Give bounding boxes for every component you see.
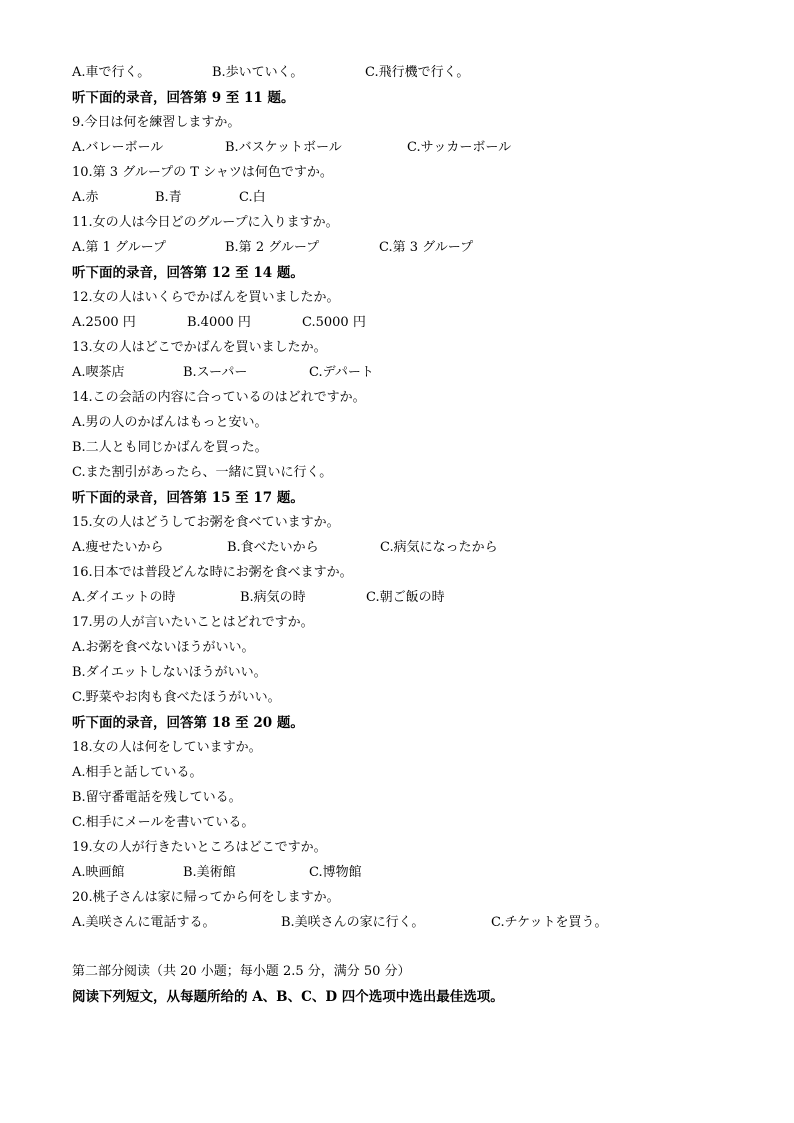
question-13: 13.女の人はどこでかばんを買いましたか。 bbox=[72, 340, 327, 355]
q14-option-a: A.男の人のかばんはもっと安い。 bbox=[72, 415, 268, 430]
q19-option-c: C.博物館 bbox=[309, 865, 362, 880]
q20-option-c: C.チケットを買う。 bbox=[491, 915, 608, 930]
q13-option-c: C.デパート bbox=[309, 365, 374, 380]
q8-option-b: B.歩いていく。 bbox=[212, 65, 304, 80]
section-heading-9-11: 听下面的录音，回答第 9 至 11 题。 bbox=[72, 90, 295, 106]
q10-option-c: C.白 bbox=[239, 190, 266, 205]
q8-option-c: C.飛行機で行く。 bbox=[365, 65, 470, 80]
q16-option-c: C.朝ご飯の時 bbox=[366, 590, 445, 605]
q11-option-b: B.第 2 グループ bbox=[225, 240, 320, 255]
q11-option-c: C.第 3 グループ bbox=[379, 240, 474, 255]
q17-option-c: C.野菜やお肉も食べたほうがいい。 bbox=[72, 690, 281, 705]
q15-option-b: B.食べたいから bbox=[227, 540, 319, 555]
q19-option-a: A.映画館 bbox=[72, 865, 125, 880]
q20-option-b: B.美咲さんの家に行く。 bbox=[281, 915, 425, 930]
q17-option-b: B.ダイエットしないほうがいい。 bbox=[72, 665, 267, 680]
question-12: 12.女の人はいくらでかばんを買いましたか。 bbox=[72, 290, 340, 305]
q19-option-b: B.美術館 bbox=[183, 865, 236, 880]
q18-option-a: A.相手と話している。 bbox=[72, 765, 203, 780]
question-11: 11.女の人は今日どのグループに入りますか。 bbox=[72, 215, 339, 230]
q16-option-a: A.ダイエットの時 bbox=[72, 590, 176, 605]
question-19: 19.女の人が行きたいところはどこですか。 bbox=[72, 840, 327, 855]
section-heading-15-17: 听下面的录音，回答第 15 至 17 题。 bbox=[72, 490, 304, 506]
section-heading-18-20: 听下面的录音，回答第 18 至 20 题。 bbox=[72, 715, 304, 731]
question-9: 9.今日は何を練習しますか。 bbox=[72, 115, 241, 130]
question-15: 15.女の人はどうしてお粥を食べていますか。 bbox=[72, 515, 340, 530]
q10-option-a: A.赤 bbox=[72, 190, 99, 205]
q16-option-b: B.病気の時 bbox=[240, 590, 306, 605]
q13-option-b: B.スーパー bbox=[183, 365, 248, 380]
part2-instruction: 阅读下列短文，从每题所给的 A、B、C、D 四个选项中选出最佳选项。 bbox=[72, 989, 504, 1005]
q12-option-b: B.4000 円 bbox=[187, 315, 251, 330]
section-heading-12-14: 听下面的录音，回答第 12 至 14 题。 bbox=[72, 265, 304, 281]
q15-option-c: C.病気になったから bbox=[380, 540, 498, 555]
q14-option-b: B.二人とも同じかばんを買った。 bbox=[72, 440, 268, 455]
q15-option-a: A.痩せたいから bbox=[72, 540, 164, 555]
q8-option-a: A.車で行く。 bbox=[72, 65, 151, 80]
question-17: 17.男の人が言いたいことはどれですか。 bbox=[72, 615, 314, 630]
question-16: 16.日本では普段どんな時にお粥を食べますか。 bbox=[72, 565, 353, 580]
q20-option-a: A.美咲さんに電話する。 bbox=[72, 915, 216, 930]
q9-option-c: C.サッカーボール bbox=[407, 140, 512, 155]
q12-option-a: A.2500 円 bbox=[72, 315, 136, 330]
q14-option-c: C.また割引があったら、一緒に買いに行く。 bbox=[72, 465, 333, 480]
q18-option-c: C.相手にメールを書いている。 bbox=[72, 815, 255, 830]
q12-option-c: C.5000 円 bbox=[302, 315, 366, 330]
part2-heading: 第二部分阅读（共 20 小题；每小题 2.5 分，满分 50 分） bbox=[72, 964, 411, 979]
q9-option-b: B.バスケットボール bbox=[225, 140, 342, 155]
q18-option-b: B.留守番電話を残している。 bbox=[72, 790, 242, 805]
q17-option-a: A.お粥を食べないほうがいい。 bbox=[72, 640, 255, 655]
question-18: 18.女の人は何をしていますか。 bbox=[72, 740, 262, 755]
question-10: 10.第 3 グループの T シャツは何色ですか。 bbox=[72, 165, 333, 180]
question-20: 20.桃子さんは家に帰ってから何をしますか。 bbox=[72, 890, 340, 905]
question-14: 14.この会話の内容に合っているのはどれですか。 bbox=[72, 390, 366, 405]
q9-option-a: A.バレーボール bbox=[72, 140, 164, 155]
q10-option-b: B.青 bbox=[155, 190, 182, 205]
q13-option-a: A.喫茶店 bbox=[72, 365, 125, 380]
q11-option-a: A.第 1 グループ bbox=[72, 240, 167, 255]
